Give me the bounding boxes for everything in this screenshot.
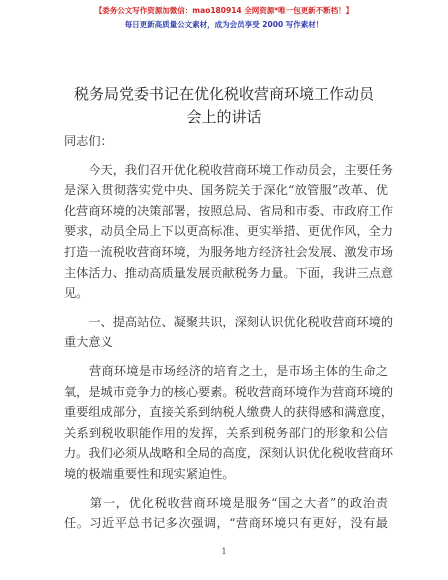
title-line-2: 会上的讲话 <box>186 108 262 126</box>
paragraph-line: 化营商环境的决策部署，按照总局、省局和市委、市政府工作 <box>64 203 394 218</box>
paragraph-line: 今天，我们召开优化税收营商环境工作动员会，主要任务 <box>64 162 394 177</box>
paragraph-line: 打造一流税收营商环境，为服务地方经济社会发展、激发市场 <box>64 244 394 259</box>
promo-banner-line-2: 每日更新高质量公文素材，成为会员享受 2000 写作素材！ <box>124 20 324 29</box>
paragraph-line: 氧，是城市竞争力的核心要素。税收营商环境作为营商环境的 <box>64 384 394 399</box>
title-line-1: 税务局党委书记在优化税收营商环境工作动员 <box>73 85 374 103</box>
paragraph-line: 力。我们必须从战略和全局的高度，深刻认识优化税收营商环 <box>64 446 394 461</box>
paragraph-line: 营商环境是市场经济的培育之土，是市场主体的生命之 <box>64 363 388 378</box>
paragraph-line: 要求，动员全局上下以更高标准、更实举措、更优作风，全力 <box>64 224 394 239</box>
paragraph-line: 任。习近平总书记多次强调，“营商环境只有更好，没有最 <box>64 516 388 531</box>
paragraph-first-point <box>64 493 388 534</box>
page-number: 1 <box>221 547 227 556</box>
document-body <box>64 131 394 534</box>
heading-line: 一、提高站位、凝聚共识，深刻认识优化税收营商环境的 <box>64 314 394 329</box>
section-heading-1 <box>64 312 394 353</box>
paragraph-line: 境的极端重要性和现实紧迫性。 <box>64 466 235 481</box>
paragraph-line: 关系到税收职能作用的发挥，关系到税务部门的形象和公信 <box>64 425 388 440</box>
document-title <box>40 83 408 129</box>
paragraph-line: 重要组成部分，直接关系到纳税人缴费人的获得感和满意度， <box>64 405 394 420</box>
paragraph-line: 第一，优化税收营商环境是服务“国之大者”的政治责 <box>64 495 388 510</box>
promo-banner-line-1: 【委务公文写作资源加微信：mao180914 全网资源*唯一包更新不断档！】 <box>94 6 354 15</box>
heading-line: 重大意义 <box>64 335 113 350</box>
paragraph-intro <box>64 160 394 304</box>
paragraph-importance <box>64 361 394 485</box>
salutation: 同志们： <box>64 134 113 148</box>
paragraph-line: 是深入贯彻落实党中央、国务院关于深化“放管服”改革、优 <box>64 183 388 198</box>
paragraph-line: 见。 <box>64 286 89 301</box>
paragraph-line: 主体活力、推动高质量发展贡献税务力量。下面，我讲三点意 <box>64 265 394 280</box>
